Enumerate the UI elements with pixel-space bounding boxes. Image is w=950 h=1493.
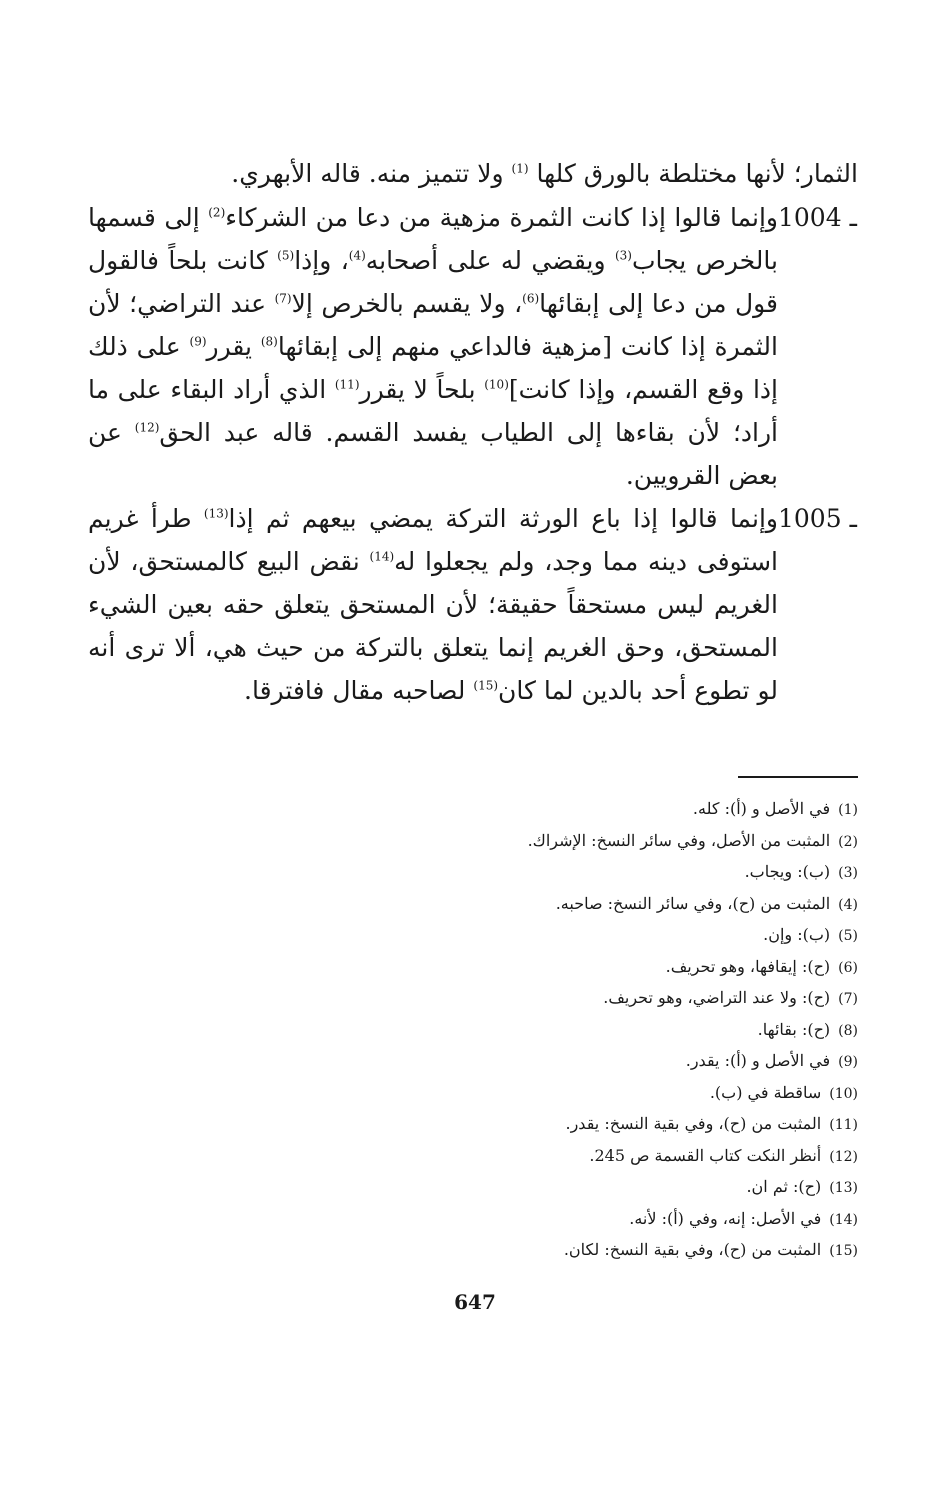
footnote-item — [158, 1015, 858, 1047]
footnote-item — [158, 920, 858, 952]
footnote-number: (12) — [829, 1148, 858, 1165]
paragraph-number: 1004 ـ — [778, 203, 857, 232]
footnote-text: المثبت من (ح)، وفي بقية النسخ: لكان. — [563, 1240, 822, 1259]
footnote-text: أنظر النكت كتاب القسمة ص 245. — [589, 1145, 822, 1165]
text-segment: ويقضي له على أصحابه — [365, 246, 615, 275]
text-segment: لصاحبه مقال فافترقا. — [244, 676, 474, 705]
text-segment: الذي أراد البقاء على ما أراد؛ لأن بقاءها إلى الطياب يفسد القسم. قاله عبد الحق — [88, 375, 778, 447]
footnote-item — [158, 794, 858, 826]
footnote-number: (5) — [838, 928, 858, 944]
footnote-number: (4) — [838, 896, 858, 913]
footnote-text: المثبت من الأصل، وفي سائر النسخ: الإشراك. — [527, 830, 831, 850]
text-segment: عند التراضي؛ لأن الثمرة إذا كانت [مزهية فالداعي منهم إلى إبقائها — [88, 289, 778, 361]
footnote-number: (1) — [838, 802, 858, 818]
footnote-ref: (11) — [334, 377, 360, 392]
footnote-ref: (2) — [208, 205, 226, 220]
text-segment: بلحاً لا يقرر — [359, 375, 485, 404]
footnote-ref: (12) — [134, 420, 160, 435]
footnote-number: (9) — [838, 1054, 858, 1070]
footnote-text: (ب): ويجاب. — [744, 862, 831, 881]
footnote-text: المثبت من (ح)، وفي بقية النسخ: يقدر. — [565, 1114, 822, 1133]
text-segment: وإنما قالوا إذا كانت الثمرة مزهية من دعا من الشركاء — [225, 203, 778, 232]
footnote-item — [158, 857, 858, 889]
text-segment: كانت بلحاً فالقول قول من دعا إلى إبقائها — [88, 246, 778, 318]
text-segment: طرأ غريم استوفى دينه مما وجد، ولم يجعلوا له — [88, 504, 778, 576]
footnote-item — [158, 826, 858, 858]
footnote-ref: (8) — [260, 334, 278, 349]
text-segment: ، وإذا — [294, 246, 349, 275]
footnote-ref: (15) — [473, 678, 499, 693]
footnote-ref: (13) — [203, 506, 229, 521]
footnote-number: (14) — [829, 1211, 858, 1228]
footnote-item — [158, 1235, 858, 1267]
footnotes-list — [158, 794, 858, 1267]
footnote-number: (11) — [829, 1117, 858, 1133]
page-number: 647 — [454, 1290, 496, 1314]
footnote-item — [158, 1172, 858, 1204]
footnote-item — [158, 1141, 858, 1173]
footnote-text: المثبت من (ح)، وفي سائر النسخ: صاحبه. — [555, 893, 831, 913]
continuation-text: الثمار؛ لأنها مختلطة بالورق كلها — [536, 159, 858, 188]
footnote-text: (ح): بقائها. — [757, 1019, 831, 1039]
footnote-item — [158, 889, 858, 921]
footnote-text: (ب): وإن. — [763, 925, 831, 944]
footnote-ref: (5) — [277, 248, 295, 263]
footnote-item — [158, 1204, 858, 1236]
footnote-number: (2) — [838, 833, 858, 850]
footnote-ref: (9) — [189, 334, 207, 349]
footnote-number: (13) — [829, 1180, 858, 1196]
footnote-item — [158, 983, 858, 1015]
paragraph-body — [88, 497, 778, 712]
text-segment: إلى قسمها بالخرص يجاب — [88, 203, 778, 275]
text-segment: ، ولا يقسم بالخرص إلا — [291, 289, 523, 318]
paragraph-1005 — [78, 497, 858, 712]
continuation-text-end: ولا تتميز منه. قاله الأبهري. — [231, 159, 512, 188]
footnote-text: في الأصل و (أ): يقدر. — [685, 1051, 831, 1070]
footnote-ref: (7) — [274, 291, 292, 306]
text-segment: نقض البيع كالمستحق، لأن الغريم ليس مستحقاً حقيقة؛ لأن المستحق يتعلق حقه بعين الشيء المستحق، وحق الغريم إنما يتعلق بالتركة من حيث هي، ألا ترى أنه لو تطوع أحد بالدين لما كان — [88, 547, 778, 705]
footnote-ref: (1) — [511, 161, 529, 176]
footnote-ref: (6) — [522, 291, 540, 306]
text-segment: يقرر — [206, 332, 261, 361]
footnote-ref: (4) — [348, 248, 366, 263]
footnote-divider — [738, 776, 858, 778]
paragraph-number: 1005 ـ — [778, 504, 857, 533]
footnote-number: (7) — [838, 991, 858, 1007]
text-segment: وإنما قالوا إذا باع الورثة التركة يمضي بيعهم ثم إذا — [228, 504, 778, 533]
footnote-text: (ح): ولا عند التراضي، وهو تحريف. — [603, 988, 831, 1007]
footnote-ref: (10) — [484, 377, 509, 392]
footnote-number: (8) — [838, 1022, 858, 1039]
footnote-text: (ح): إيقافها، وهو تحريف. — [665, 956, 831, 976]
footnote-ref: (3) — [614, 248, 632, 263]
footnote-item — [158, 1109, 858, 1141]
footnote-text: في الأصل: إنه، وفي (أ): لأنه. — [629, 1208, 822, 1228]
continuation-line — [98, 152, 858, 195]
text-segment: على ذلك إذا وقع القسم، وإذا كانت] — [88, 332, 778, 404]
footnote-item — [158, 1078, 858, 1110]
footnote-ref: (14) — [369, 549, 395, 564]
footnote-text: ساقطة في (ب). — [709, 1082, 822, 1102]
footnote-text: في الأصل و (أ): كله. — [692, 799, 831, 818]
text-segment: عن بعض القرويين. — [88, 418, 778, 490]
footnote-number: (3) — [838, 865, 858, 881]
paragraph-1004 — [78, 196, 858, 497]
footnote-number: (6) — [838, 959, 858, 976]
footnote-item — [158, 952, 858, 984]
footnote-item — [158, 1046, 858, 1078]
footnote-text: (ح): ثم ان. — [746, 1177, 822, 1196]
footnote-number: (15) — [829, 1243, 858, 1259]
footnote-number: (10) — [829, 1085, 858, 1102]
paragraph-body — [88, 196, 778, 497]
